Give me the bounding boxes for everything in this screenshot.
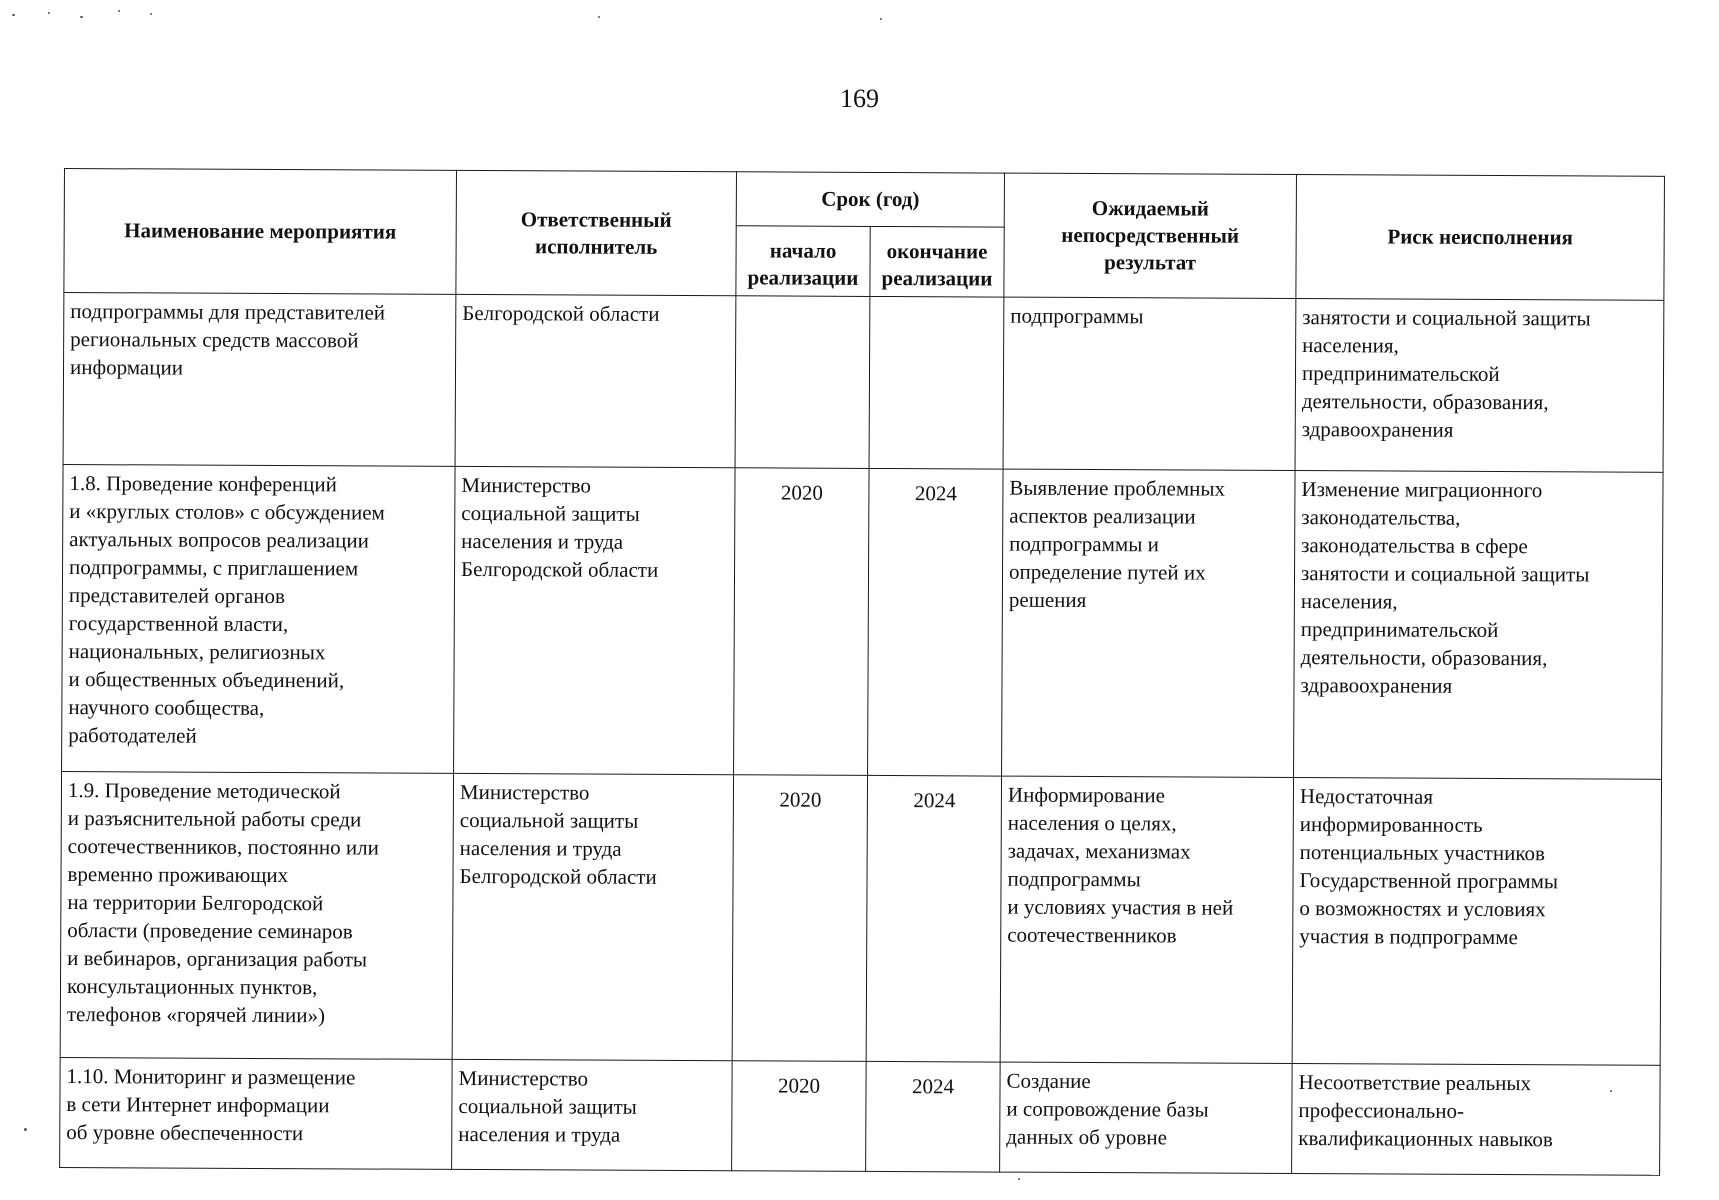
risk-cell: Недостаточная информированность потенциальных участников Государственной программы о возможностях и условиях участия в подпрограмме	[1292, 777, 1661, 1065]
activity-name-cell: подпрограммы для представителей региональных средств массовой информации	[63, 293, 456, 467]
scan-speck	[1018, 1178, 1020, 1180]
scan-speck	[48, 12, 50, 14]
scan-speck	[1610, 1090, 1612, 1092]
executor-cell: Белгородской области	[455, 294, 736, 467]
expected-result-cell: Выявление проблемных аспектов реализации подпрограммы и определение путей их решения	[1002, 469, 1295, 777]
header-expected-result: Ожидаемый непосредственный результат	[1004, 173, 1297, 298]
start-year-cell: 2020	[732, 775, 867, 1062]
scan-speck	[118, 10, 120, 12]
expected-result-cell: Информирование населения о целях, задачах, механизмах подпрограммы и условиях участия в ней соотечественников	[1000, 776, 1293, 1064]
risk-cell: Несоответствие реальных профессионально- квалификационных навыков	[1292, 1064, 1661, 1176]
scan-speck	[80, 16, 83, 18]
start-year-cell: 2020	[732, 1061, 867, 1172]
header-executor: Ответственный исполнитель	[456, 170, 737, 295]
table-row	[62, 465, 1663, 780]
executor-cell: Министерство социальной защиты населения и труда Белгородской области	[454, 467, 735, 775]
header-end: окончание реализации	[870, 226, 1004, 297]
start-year-cell	[735, 296, 870, 469]
scan-speck	[880, 18, 882, 20]
header-risk: Риск неисполнения	[1296, 175, 1665, 301]
expected-result-cell: Создание и сопровождение базы данных об уровне	[1000, 1062, 1293, 1173]
scan-speck	[598, 16, 600, 18]
end-year-cell: 2024	[866, 775, 1001, 1062]
scan-speck	[12, 14, 15, 16]
table-row	[63, 293, 1664, 473]
end-year-cell: 2024	[868, 469, 1003, 777]
start-year-cell: 2020	[734, 468, 869, 776]
header-activity-name: Наименование мероприятия	[64, 169, 457, 295]
activity-name-cell: 1.9. Проведение методической и разъяснительной работы среди соотечественников, постоянно или временно проживающих на территории Белгородской области (проведение семинаров и вебинаров, организация работы консультационных пунктов, телефонов «горячей линии»)	[60, 771, 453, 1059]
table-row	[60, 1058, 1661, 1176]
risk-cell: Изменение миграционного законодательства, законодательства в сфере занятости и социальной защиты населения, предпринимательской деятельности, образования, здравоохранения	[1294, 471, 1663, 780]
risk-cell: занятости и социальной защиты населения, предпринимательской деятельности, образования, здравоохранения	[1295, 299, 1664, 473]
table-row	[60, 771, 1661, 1065]
expected-result-cell: подпрограммы	[1003, 297, 1296, 471]
end-year-cell	[869, 296, 1004, 469]
executor-cell: Министерство социальной защиты населения и труда Белгородской области	[452, 773, 733, 1060]
end-year-cell: 2024	[866, 1062, 1001, 1173]
table-header	[64, 169, 1665, 301]
executor-cell: Министерство социальной защиты населения и труда	[452, 1059, 733, 1170]
scan-speck	[24, 1128, 27, 1131]
header-start: начало реализации	[736, 226, 870, 297]
activity-name-cell: 1.8. Проведение конференций и «круглых столов» с обсуждением актуальных вопросов реализации подпрограммы, с приглашением представителей органов государственной власти, национальных, религиозных и общественных объединений, научного сообщества, работодателей	[62, 465, 455, 774]
scan-speck	[150, 13, 152, 15]
header-term: Срок (год)	[736, 172, 1004, 227]
page-number: 169	[840, 84, 879, 113]
activity-name-cell: 1.10. Мониторинг и размещение в сети Интернет информации об уровне обеспеченности	[60, 1058, 453, 1170]
activities-table	[59, 168, 1665, 1176]
